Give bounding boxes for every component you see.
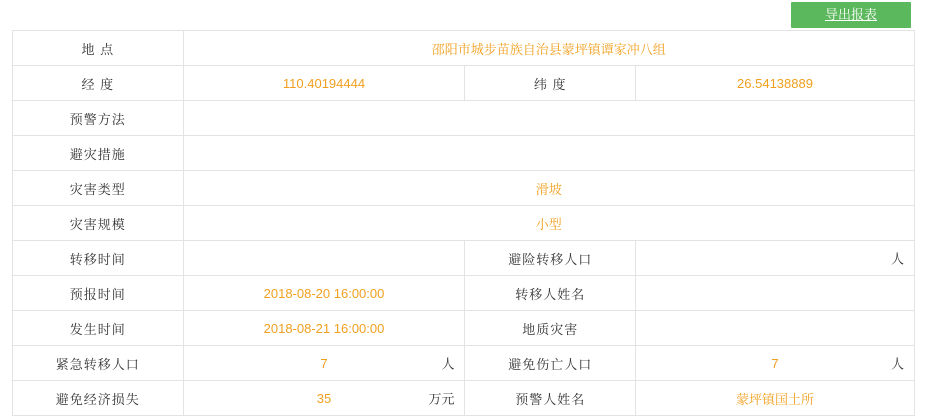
row-label: 地 点 <box>13 31 184 66</box>
row-value-text: 7 <box>320 355 328 371</box>
row-label: 避灾措施 <box>13 136 184 171</box>
disaster-report-table <box>12 30 915 416</box>
table-row <box>13 66 915 101</box>
row-value: 2018-08-20 16:00:00 <box>183 276 465 311</box>
row-label: 灾害规模 <box>13 206 184 241</box>
toolbar <box>0 0 927 30</box>
row-value: 2018-08-21 16:00:00 <box>183 311 465 346</box>
table-row <box>13 171 915 206</box>
row-value: 邵阳市城步苗族自治县蒙坪镇谭家冲八组 <box>183 31 914 66</box>
report-table-container <box>0 30 927 416</box>
row-label-secondary: 地质灾害 <box>465 311 636 346</box>
row-value: 小型 <box>183 206 914 241</box>
row-value-secondary <box>636 241 915 276</box>
row-label: 经 度 <box>13 66 184 101</box>
row-label: 避免经济损失 <box>13 381 184 416</box>
table-row <box>13 241 915 276</box>
row-value-secondary <box>636 311 915 346</box>
row-value-secondary <box>636 276 915 311</box>
row-unit: 万元 <box>428 391 455 407</box>
report-table-body <box>13 31 915 416</box>
row-value <box>183 346 465 381</box>
table-row <box>13 381 915 416</box>
row-label-secondary: 预警人姓名 <box>465 381 636 416</box>
row-label-secondary: 避免伤亡人口 <box>465 346 636 381</box>
table-row <box>13 311 915 346</box>
row-label-secondary: 避险转移人口 <box>465 241 636 276</box>
row-label: 预警方法 <box>13 101 184 136</box>
row-unit-secondary: 人 <box>890 251 904 267</box>
row-value <box>183 241 465 276</box>
row-value <box>183 101 914 136</box>
row-label: 紧急转移人口 <box>13 346 184 381</box>
row-value: 滑坡 <box>183 171 914 206</box>
table-row <box>13 206 915 241</box>
row-label: 预报时间 <box>13 276 184 311</box>
row-label-secondary: 转移人姓名 <box>465 276 636 311</box>
table-row <box>13 276 915 311</box>
row-label: 发生时间 <box>13 311 184 346</box>
table-row <box>13 101 915 136</box>
row-value-secondary: 蒙坪镇国土所 <box>636 381 915 416</box>
row-value-text: 35 <box>316 390 332 406</box>
row-value <box>183 381 465 416</box>
row-label: 转移时间 <box>13 241 184 276</box>
export-report-button[interactable]: 导出报表 <box>791 2 911 28</box>
row-value-secondary: 26.54138889 <box>636 66 915 101</box>
row-label-secondary: 纬 度 <box>465 66 636 101</box>
row-value <box>183 136 914 171</box>
row-unit: 人 <box>441 356 455 372</box>
table-row <box>13 31 915 66</box>
row-value-secondary <box>636 346 915 381</box>
row-unit-secondary: 人 <box>890 356 904 372</box>
table-row <box>13 136 915 171</box>
row-value: 110.40194444 <box>183 66 465 101</box>
row-label: 灾害类型 <box>13 171 184 206</box>
row-value-secondary-text: 7 <box>771 355 779 371</box>
table-row <box>13 346 915 381</box>
